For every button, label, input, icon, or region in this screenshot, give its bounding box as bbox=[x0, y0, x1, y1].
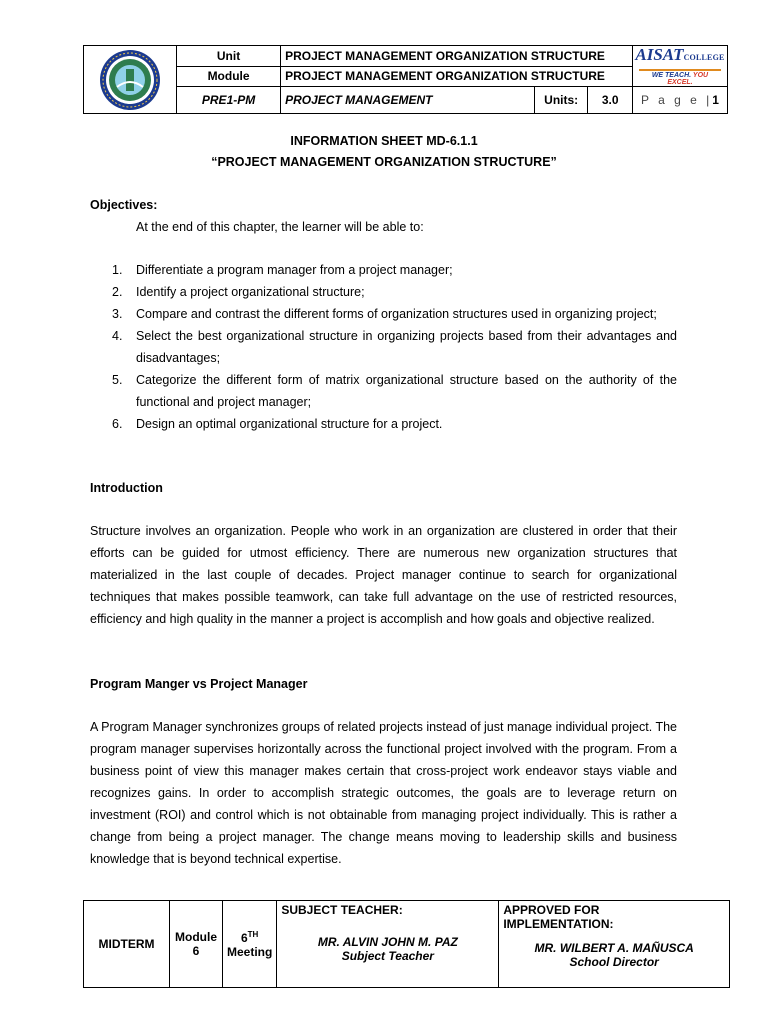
subject-teacher-heading: SUBJECT TEACHER: bbox=[281, 903, 403, 917]
unit-label: Unit bbox=[177, 46, 281, 67]
list-item: 4. Select the best organizational structure in organizing projects based from their advantages and disadvantages; bbox=[112, 329, 677, 365]
director-name: MR. WILBERT A. MAÑUSCA bbox=[534, 941, 694, 955]
objectives-intro: At the end of this chapter, the learner will be able to: bbox=[136, 220, 424, 234]
meeting-number: 6 bbox=[240, 930, 248, 945]
units-label: Units: bbox=[534, 87, 588, 114]
subject-teacher-cell bbox=[277, 901, 499, 988]
page-indicator: P a g e |1 bbox=[632, 87, 727, 114]
sheet-subtitle: “PROJECT MANAGEMENT ORGANIZATION STRUCTURE” bbox=[211, 155, 557, 169]
director-role: School Director bbox=[569, 955, 659, 969]
meeting-suffix: TH bbox=[247, 929, 259, 939]
list-item: 2. Identify a project organizational structure; bbox=[112, 285, 365, 299]
module-value: PROJECT MANAGEMENT ORGANIZATION STRUCTURE bbox=[281, 66, 633, 87]
teacher-role: Subject Teacher bbox=[341, 949, 434, 963]
introduction-paragraph: Structure involves an organization. People who work in an organization are clustered in order that their efforts can be guided for utmost efficiency. There are numerous new organization structures that materialized in the last couple of decades. Project manager continue to search for organizational techniques that makes possible teamwork, can take full advantage on the use of restricted resources, efficiency and high quality in the manner a project is accomplish and how goals and objective realized. bbox=[90, 524, 677, 626]
course-name: PROJECT MANAGEMENT bbox=[281, 87, 535, 114]
page-number: 1 bbox=[712, 93, 719, 107]
meeting-cell bbox=[223, 901, 277, 988]
module-label: Module bbox=[177, 66, 281, 87]
footer-module-number: 6 bbox=[192, 944, 200, 958]
unit-value: PROJECT MANAGEMENT ORGANIZATION STRUCTURE bbox=[281, 46, 633, 67]
sheet-title: INFORMATION SHEET MD-6.1.1 bbox=[290, 134, 478, 148]
list-item: 5. Categorize the different form of matrix organizational structure based on the authority of the functional and project manager; bbox=[112, 373, 677, 409]
objectives-heading: Objectives: bbox=[90, 198, 158, 212]
college-logo bbox=[632, 46, 727, 87]
brand-tagline: WE TEACH. YOU EXCEL. bbox=[639, 69, 721, 86]
introduction-heading: Introduction bbox=[90, 481, 163, 495]
approval-cell bbox=[499, 901, 730, 988]
school-seal-icon bbox=[99, 49, 161, 111]
footer-module-label: Module bbox=[175, 930, 217, 944]
program-vs-project-heading: Program Manger vs Project Manager bbox=[90, 677, 308, 691]
meeting-label: Meeting bbox=[227, 944, 273, 959]
program-vs-project-paragraph: A Program Manager synchronizes groups of related projects instead of just manage individual project. The program manager supervises horizontally across the functional project involved with the program. From a business point of view this manager makes certain that cross-project work endeavor stays viable and recognizes gains. In order to accomplish strategic outcomes, the goals are to leverage return on investment (ROI) and control which is not obtainable from managing project individually. This is rather a change from being a project manager. The change means moving to leadership skills and business knowledge that is beyond technical expertise. bbox=[90, 720, 677, 866]
brand-wordmark: AISATCOLLEGE bbox=[635, 45, 725, 64]
list-item: 6. Design an optimal organizational structure for a project. bbox=[112, 417, 443, 431]
course-code: PRE1-PM bbox=[177, 87, 281, 114]
header-table bbox=[83, 45, 728, 114]
list-item: 1. Differentiate a program manager from a project manager; bbox=[112, 263, 453, 277]
list-item: 3. Compare and contrast the different forms of organization structures used in organizing project; bbox=[112, 307, 657, 321]
approved-heading: APPROVED FOR IMPLEMENTATION: bbox=[503, 903, 614, 931]
teacher-name: MR. ALVIN JOHN M. PAZ bbox=[317, 935, 458, 949]
objectives-list bbox=[90, 259, 677, 435]
term-label: MIDTERM bbox=[84, 901, 170, 988]
footer-table bbox=[83, 900, 730, 988]
module-cell bbox=[170, 901, 223, 988]
school-seal-cell bbox=[84, 46, 177, 114]
units-value: 3.0 bbox=[588, 87, 632, 114]
